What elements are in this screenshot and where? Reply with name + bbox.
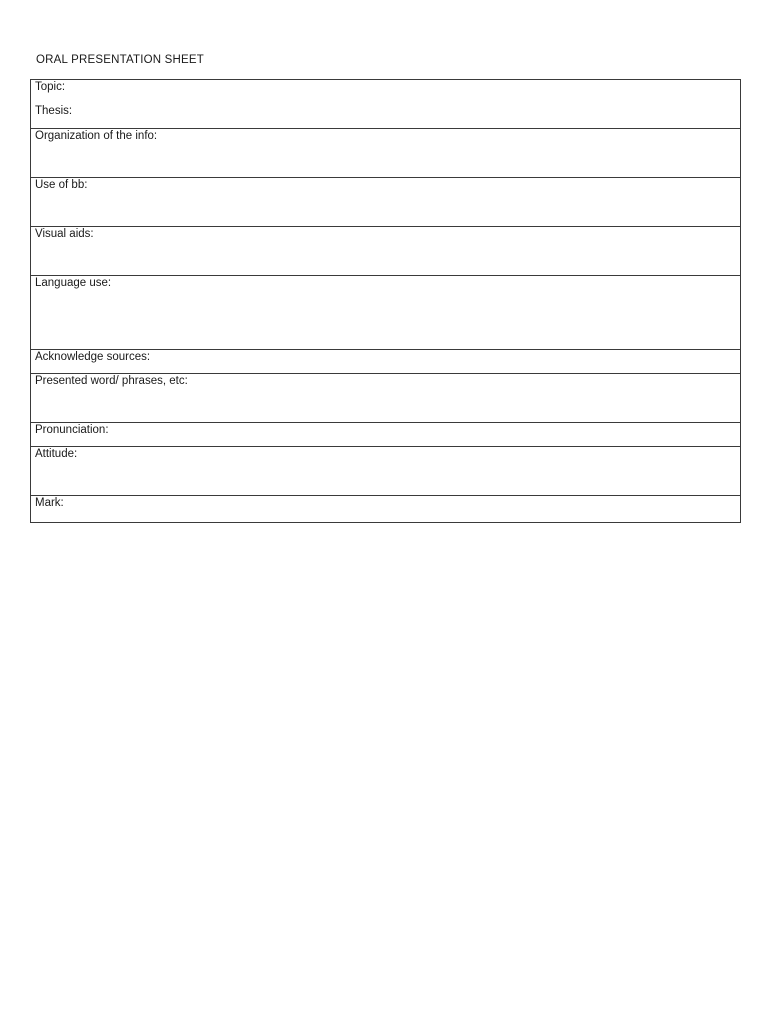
table-row — [31, 227, 741, 276]
table-row — [31, 80, 741, 129]
table-row — [31, 423, 741, 447]
use-of-bb-cell[interactable] — [31, 178, 741, 227]
thesis-label: Thesis: — [35, 105, 73, 117]
organization-cell[interactable] — [31, 129, 741, 178]
table-row — [31, 129, 741, 178]
attitude-cell[interactable] — [31, 447, 741, 496]
visual-aids-label: Visual aids: — [35, 228, 94, 240]
table-row — [31, 447, 741, 496]
table-row — [31, 178, 741, 227]
mark-cell[interactable] — [31, 496, 741, 523]
table-row — [31, 496, 741, 523]
table-row — [31, 276, 741, 350]
organization-label: Organization of the info: — [35, 130, 158, 142]
language-use-label: Language use: — [35, 277, 112, 289]
pronunciation-label: Pronunciation: — [35, 424, 109, 436]
language-use-cell[interactable] — [31, 276, 741, 350]
acknowledge-sources-label: Acknowledge sources: — [35, 351, 151, 363]
pronunciation-cell[interactable] — [31, 423, 741, 447]
topic-thesis-cell[interactable] — [31, 80, 741, 129]
presented-words-label: Presented word/ phrases, etc: — [35, 375, 188, 387]
attitude-label: Attitude: — [35, 448, 78, 460]
presentation-sheet-table — [30, 79, 741, 523]
mark-label: Mark: — [35, 497, 64, 509]
acknowledge-sources-cell[interactable] — [31, 350, 741, 374]
presented-words-cell[interactable] — [31, 374, 741, 423]
visual-aids-cell[interactable] — [31, 227, 741, 276]
topic-label: Topic: — [35, 81, 66, 93]
table-row — [31, 350, 741, 374]
table-row — [31, 374, 741, 423]
use-of-bb-label: Use of bb: — [35, 179, 88, 191]
page-title: ORAL PRESENTATION SHEET — [36, 54, 204, 66]
